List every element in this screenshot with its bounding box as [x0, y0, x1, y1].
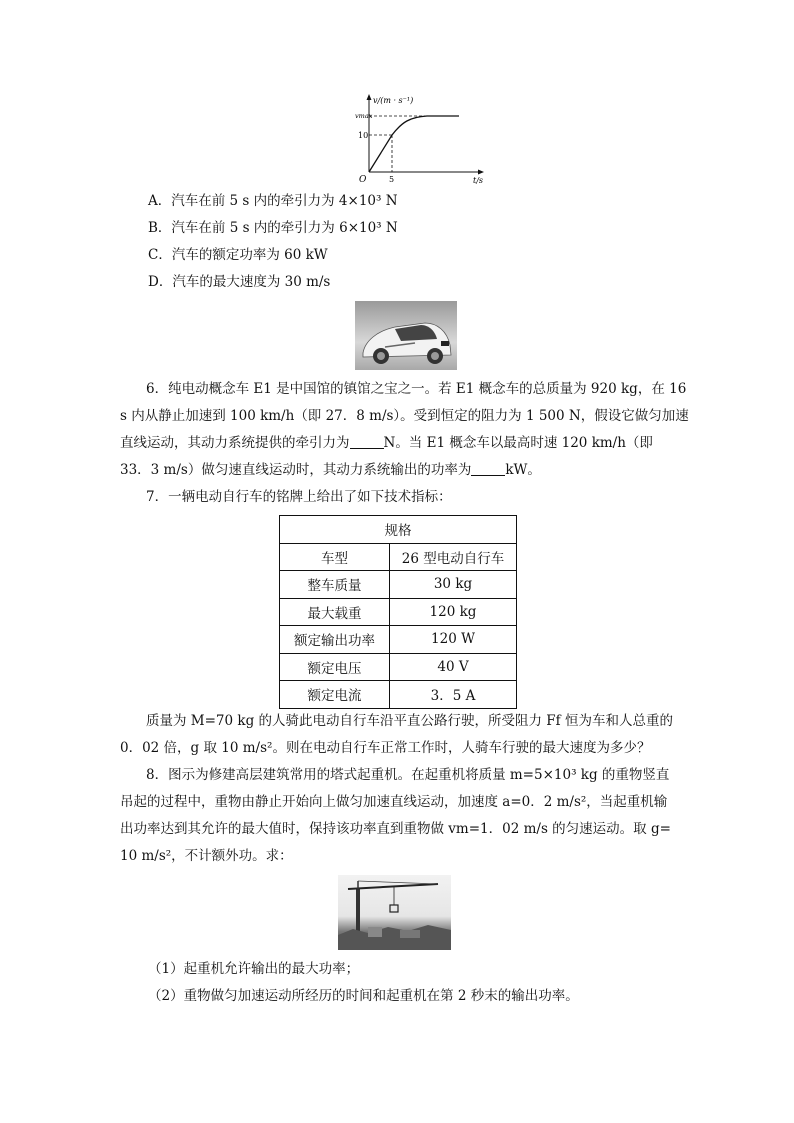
q6-line-2: s 内从静止加速到 100 km/h（即 27．8 m/s）。受到恒定的阻力为 1 500 N，假设它做匀加速 [120, 408, 689, 424]
x-axis-arrow [478, 170, 484, 175]
velocity-curve [369, 116, 459, 172]
row-value: 120 kg [390, 598, 517, 626]
q6-line-4 [120, 461, 680, 479]
option-d: D．汽车的最大速度为 30 m/s [148, 274, 331, 290]
row-key: 车型 [280, 543, 390, 571]
origin-label: O [359, 175, 367, 184]
q6-line-3b: N。当 E1 概念车以最高时速 120 km/h（即 [383, 435, 653, 451]
table-row [280, 681, 517, 709]
q7-line-2: 0．02 倍，g 取 10 m/s²。则在电动自行车正常工作时，人骑车行驶的最大速度为多少？ [120, 740, 651, 756]
table-row [280, 626, 517, 654]
x-axis-label: t/s [473, 176, 484, 184]
q6-line-4a: 33．3 m/s）做匀速直线运动时，其动力系统输出的功率为 [120, 462, 472, 478]
y-axis-label: v/(m · s⁻¹) [373, 96, 414, 105]
q6-blank-2[interactable] [471, 462, 505, 476]
q8-sub-1: （1）起重机允许输出的最大功率； [148, 961, 360, 977]
q7-intro: 7．一辆电动自行车的铭牌上给出了如下技术指标： [146, 489, 452, 505]
table-row [280, 598, 517, 626]
table-row [280, 653, 517, 681]
table-row [280, 571, 517, 599]
option-a: A．汽车在前 5 s 内的牵引力为 4×10³ N [148, 193, 398, 209]
row-value: 30 kg [390, 571, 517, 599]
q6-line-3 [120, 434, 680, 452]
row-key: 额定电压 [280, 653, 390, 681]
y-axis-arrow [367, 94, 372, 100]
q8-line-2: 吊起的过程中，重物由静止开始向上做匀加速直线运动，加速度 a=0．2 m/s²，当起重机输 [120, 794, 668, 810]
y-tick-10: 10 [358, 131, 369, 140]
row-value: 3．5 A [390, 681, 517, 709]
q8-line-4: 10 m/s²，不计额外功。求： [120, 848, 293, 864]
row-key: 额定输出功率 [280, 626, 390, 654]
q6-line-3a: 直线运动，其动力系统提供的牵引力为 [120, 435, 350, 451]
velocity-time-graph [355, 92, 495, 184]
q7-line-1: 质量为 M=70 kg 的人骑此电动自行车沿平直公路行驶，所受阻力 Ff 恒为车和人总重的 [146, 713, 673, 729]
q6-blank-1[interactable] [350, 435, 384, 449]
option-c: C．汽车的额定功率为 60 kW [148, 247, 328, 263]
electric-car-photo [355, 301, 457, 370]
row-key: 最大载重 [280, 598, 390, 626]
q8-line-3: 出功率达到其允许的最大值时，保持该功率直到重物做 vm=1．02 m/s 的匀速运动。取 g= [120, 821, 671, 837]
q6-line-4b: kW。 [505, 462, 541, 478]
row-key: 额定电流 [280, 681, 390, 709]
q6-line-1: 6．纯电动概念车 E1 是中国馆的镇馆之宝之一。若 E1 概念车的总质量为 920 kg，在 16 [146, 381, 687, 397]
option-b: B．汽车在前 5 s 内的牵引力为 6×10³ N [148, 220, 398, 236]
vmax-label: vmax [355, 112, 373, 120]
q8-line-1: 8．图示为修建高层建筑常用的塔式起重机。在起重机将质量 m=5×10³ kg 的重物竖直 [146, 767, 670, 783]
spec-table [279, 515, 517, 709]
tower-crane-photo [338, 875, 451, 950]
table-title: 规格 [280, 516, 517, 544]
q8-sub-2: （2）重物做匀加速运动所经历的时间和起重机在第 2 秒末的输出功率。 [148, 988, 579, 1004]
row-key: 整车质量 [280, 571, 390, 599]
row-value: 120 W [390, 626, 517, 654]
row-value: 26 型电动自行车 [390, 543, 517, 571]
x-tick-5: 5 [389, 175, 395, 184]
row-value: 40 V [390, 653, 517, 681]
table-row [280, 543, 517, 571]
